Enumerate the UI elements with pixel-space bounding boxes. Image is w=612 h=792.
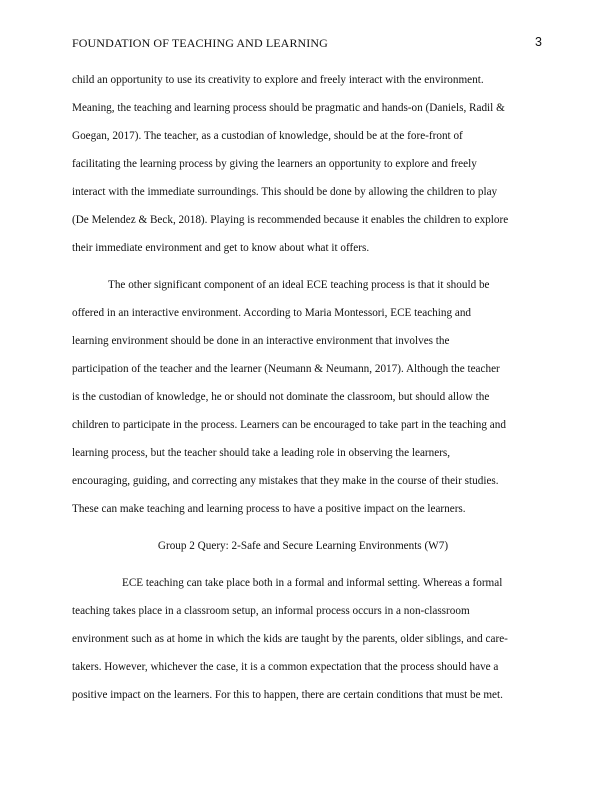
paragraph-line: positive impact on the learners. For this to happen, there are certain conditions that must be met. bbox=[72, 689, 503, 701]
paragraph-3 bbox=[72, 569, 542, 709]
paragraph-line: encouraging, guiding, and correcting any mistakes that they make in the course of their studies. bbox=[72, 475, 499, 487]
paragraph-line: environment such as at home in which the kids are taught by the parents, older siblings, and care- bbox=[72, 633, 508, 645]
paragraph-line: teaching takes place in a classroom setup, an informal process occurs in a non-classroom bbox=[72, 605, 470, 617]
paragraph-line: takers. However, whichever the case, it is a common expectation that the process should have a bbox=[72, 661, 499, 673]
paragraph-spacer bbox=[72, 262, 542, 271]
paragraph-line: learning process, but the teacher should take a leading role in observing the learners, bbox=[72, 447, 451, 459]
paragraph-line: (De Melendez & Beck, 2018). Playing is recommended because it enables the children to explore bbox=[72, 214, 509, 226]
document-body bbox=[72, 66, 542, 709]
paragraph-line: child an opportunity to use its creativity to explore and freely interact with the environment. bbox=[72, 74, 484, 86]
paragraph-2 bbox=[72, 271, 542, 523]
paragraph-line: Meaning, the teaching and learning process should be pragmatic and hands-on (Daniels, Radil & bbox=[72, 102, 505, 114]
paragraph-spacer bbox=[72, 560, 542, 569]
paragraph-line: ECE teaching can take place both in a formal and informal setting. Whereas a formal bbox=[122, 577, 503, 589]
paragraph-1 bbox=[72, 66, 542, 262]
paragraph-line: is the custodian of knowledge, he or should not dominate the classroom, but should allow the bbox=[72, 391, 490, 403]
paragraph-line: their immediate environment and get to know about what it offers. bbox=[72, 242, 370, 254]
paragraph-line: participation of the teacher and the learner (Neumann & Neumann, 2017). Although the teacher bbox=[72, 363, 500, 375]
paragraph-line: The other significant component of an ideal ECE teaching process is that it should be bbox=[108, 279, 490, 291]
paragraph-line: These can make teaching and learning process to have a positive impact on the learners. bbox=[72, 503, 466, 515]
paragraph-spacer bbox=[72, 523, 542, 532]
paragraph-line: Goegan, 2017). The teacher, as a custodian of knowledge, should be at the fore-front of bbox=[72, 130, 463, 142]
paragraph-line: children to participate in the process. Learners can be encouraged to take part in the teaching and bbox=[72, 419, 506, 431]
paragraph-line: learning environment should be done in an interactive environment that involves the bbox=[72, 335, 450, 347]
paragraph-line: offered in an interactive environment. According to Maria Montessori, ECE teaching and bbox=[72, 307, 472, 319]
running-head: FOUNDATION OF TEACHING AND LEARNING bbox=[72, 36, 328, 50]
section-heading: Group 2 Query: 2-Safe and Secure Learning Environments (W7) bbox=[157, 540, 449, 552]
page-number: 3 bbox=[535, 35, 542, 49]
paragraph-line: facilitating the learning process by giving the learners an opportunity to explore and freely bbox=[72, 158, 477, 170]
paragraph-line: interact with the immediate surroundings. This should be done by allowing the children to play bbox=[72, 186, 498, 198]
